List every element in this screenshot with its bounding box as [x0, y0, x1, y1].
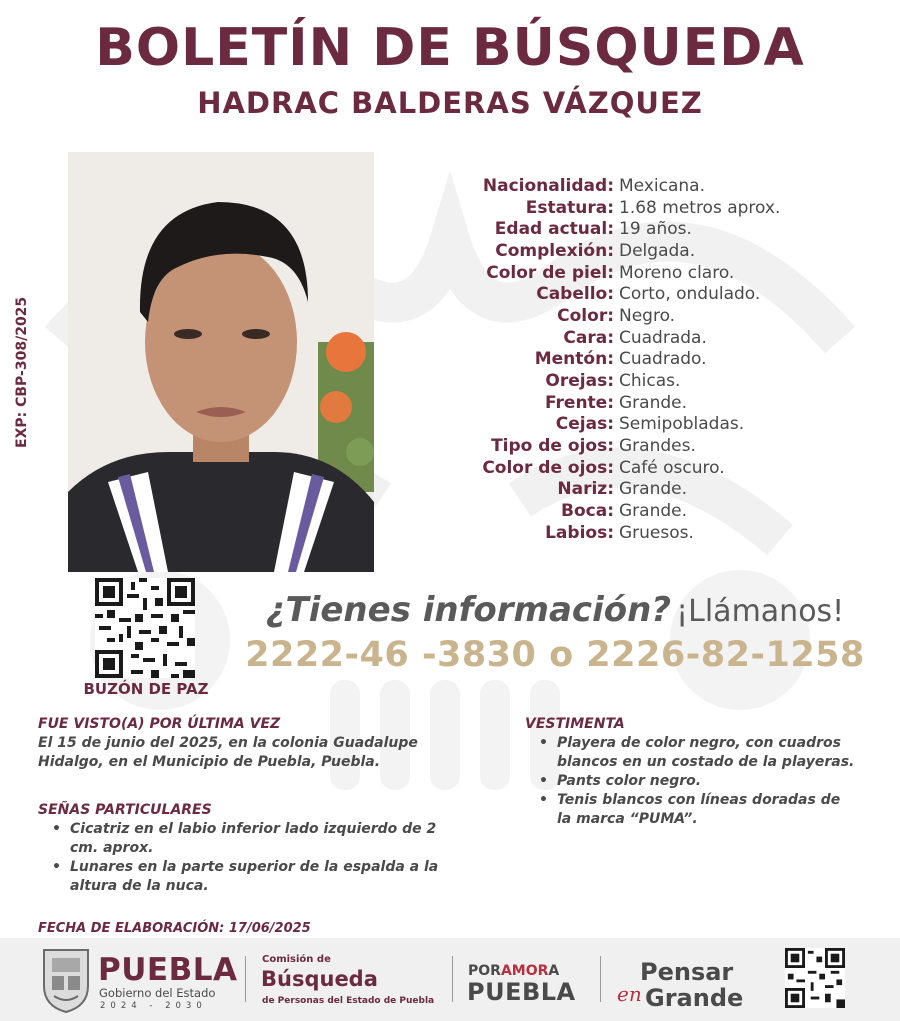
trait-value: Chicas.: [619, 371, 681, 392]
phone-numbers[interactable]: 2222-46 -3830 o 2226-82-1258: [245, 635, 865, 675]
trait-value: Corto, ondulado.: [619, 284, 761, 305]
list-item: • Pants color negro.: [525, 772, 855, 791]
last-seen-title: FUE VISTO(A) POR ÚLTIMA VEZ: [38, 716, 281, 732]
trait-value: Gruesos.: [619, 522, 694, 543]
clothing-list: [525, 734, 855, 829]
divider: [600, 956, 601, 1002]
grande-text: Grande: [645, 984, 744, 1012]
puebla-coat-of-arms-icon: [40, 946, 92, 1014]
trait-row: [420, 349, 890, 371]
trait-label: Tipo de ojos:: [491, 436, 614, 457]
distinguishing-marks-section: [38, 802, 463, 896]
trait-label: Color de piel:: [486, 262, 614, 283]
trait-label: Estatura:: [525, 197, 614, 218]
trait-row: [420, 370, 890, 392]
last-seen-text: El 15 de junio del 2025, en la colonia Guadalupe Hidalgo, en el Municipio de Puebla, Puebla.: [38, 735, 418, 770]
a-text: A: [548, 963, 560, 979]
clothing-title: VESTIMENTA: [525, 716, 625, 732]
trait-value: Grande.: [619, 392, 688, 413]
physical-traits-list: [420, 175, 890, 544]
trait-row: [420, 262, 890, 284]
buzon-qr-code[interactable]: [95, 578, 195, 678]
trait-value: Semipobladas.: [619, 414, 745, 435]
person-photo-illustration: [68, 152, 374, 572]
busqueda-logo-text: Búsqueda: [261, 967, 378, 991]
trait-value: Delgada.: [619, 240, 696, 261]
trait-label: Color de ojos:: [482, 457, 614, 478]
trait-label: Labios:: [545, 522, 614, 543]
list-item: • Lunares en la parte superior de la espalda a la altura de la nuca.: [38, 858, 463, 896]
comision-subtitle: de Personas del Estado de Puebla: [262, 996, 435, 1006]
comision-label: Comisión de: [262, 954, 331, 965]
trait-row: [420, 218, 890, 240]
trait-row: [420, 479, 890, 501]
trait-value: Grandes.: [619, 436, 696, 457]
por-amor-a-logo: [468, 963, 559, 979]
government-years: 2024 - 2030: [100, 1001, 207, 1011]
buzon-de-paz-label: BUZÓN DE PAZ: [83, 680, 209, 698]
trait-row: [420, 457, 890, 479]
distinguishing-marks-list: [38, 820, 463, 896]
amor-text: AMOR: [500, 963, 549, 979]
clothing-section: [525, 716, 855, 829]
trait-label: Edad actual:: [494, 219, 614, 240]
trait-label: Nariz:: [557, 479, 614, 500]
trait-label: Cabello:: [536, 284, 614, 305]
case-number: EXP: CBP-308/2025: [14, 296, 30, 448]
last-seen-section: [38, 716, 458, 772]
bulletin-title: BOLETÍN DE BÚSQUEDA: [95, 18, 805, 78]
trait-value: 19 años.: [619, 219, 692, 240]
trait-row: [420, 500, 890, 522]
por-text: POR: [468, 963, 501, 979]
trait-value: Cuadrado.: [619, 349, 707, 370]
list-item: • Playera de color negro, con cuadros blancos en un costado de la playeras.: [525, 734, 855, 772]
trait-value: Grande.: [619, 479, 688, 500]
trait-label: Nacionalidad:: [482, 175, 614, 196]
elaboration-date: FECHA DE ELABORACIÓN: 17/06/2025: [38, 921, 311, 936]
divider: [452, 956, 453, 1002]
trait-label: Cejas:: [555, 414, 614, 435]
en-text: en: [617, 982, 642, 1006]
missing-person-name: HADRAC BALDERAS VÁZQUEZ: [197, 86, 703, 120]
call-us-text: ¡Llámanos!: [676, 594, 845, 629]
trait-label: Color:: [557, 305, 614, 326]
divider: [245, 956, 246, 1002]
trait-row: [420, 305, 890, 327]
trait-row: [420, 240, 890, 262]
person-photo: [68, 152, 374, 572]
trait-label: Boca:: [561, 501, 614, 522]
trait-label: Mentón:: [534, 349, 614, 370]
trait-row: [420, 392, 890, 414]
trait-value: Moreno claro.: [619, 262, 735, 283]
info-call-to-action: [220, 590, 890, 630]
puebla-logo-text: PUEBLA: [98, 952, 238, 988]
trait-row: [420, 435, 890, 457]
trait-row: [420, 283, 890, 305]
trait-label: Cara:: [563, 327, 614, 348]
footer-qr-code[interactable]: [785, 948, 845, 1008]
trait-value: Café oscuro.: [619, 457, 725, 478]
trait-row: [420, 414, 890, 436]
trait-row: [420, 197, 890, 219]
trait-row: [420, 327, 890, 349]
list-item: • Cicatriz en el labio inferior lado izquierdo de 2 cm. aprox.: [38, 820, 463, 858]
trait-value: Cuadrada.: [619, 327, 707, 348]
trait-row: [420, 175, 890, 197]
distinguishing-marks-title: SEÑAS PARTICULARES: [38, 802, 212, 818]
pensar-text: Pensar: [640, 958, 734, 986]
list-item: • Tenis blancos con líneas doradas de la marca “PUMA”.: [525, 791, 855, 829]
trait-label: Orejas:: [545, 371, 614, 392]
gobierno-text: Gobierno del Estado: [99, 986, 216, 1000]
trait-row: [420, 522, 890, 544]
trait-value: Negro.: [619, 305, 676, 326]
trait-value: 1.68 metros aprox.: [619, 197, 781, 218]
trait-label: Complexión:: [495, 240, 614, 261]
amor-puebla-text: PUEBLA: [467, 978, 576, 1006]
trait-value: Grande.: [619, 501, 688, 522]
trait-value: Mexicana.: [619, 175, 705, 196]
footer-logos: [0, 938, 900, 1021]
trait-label: Frente:: [545, 392, 614, 413]
info-question: ¿Tienes información?: [265, 590, 672, 630]
